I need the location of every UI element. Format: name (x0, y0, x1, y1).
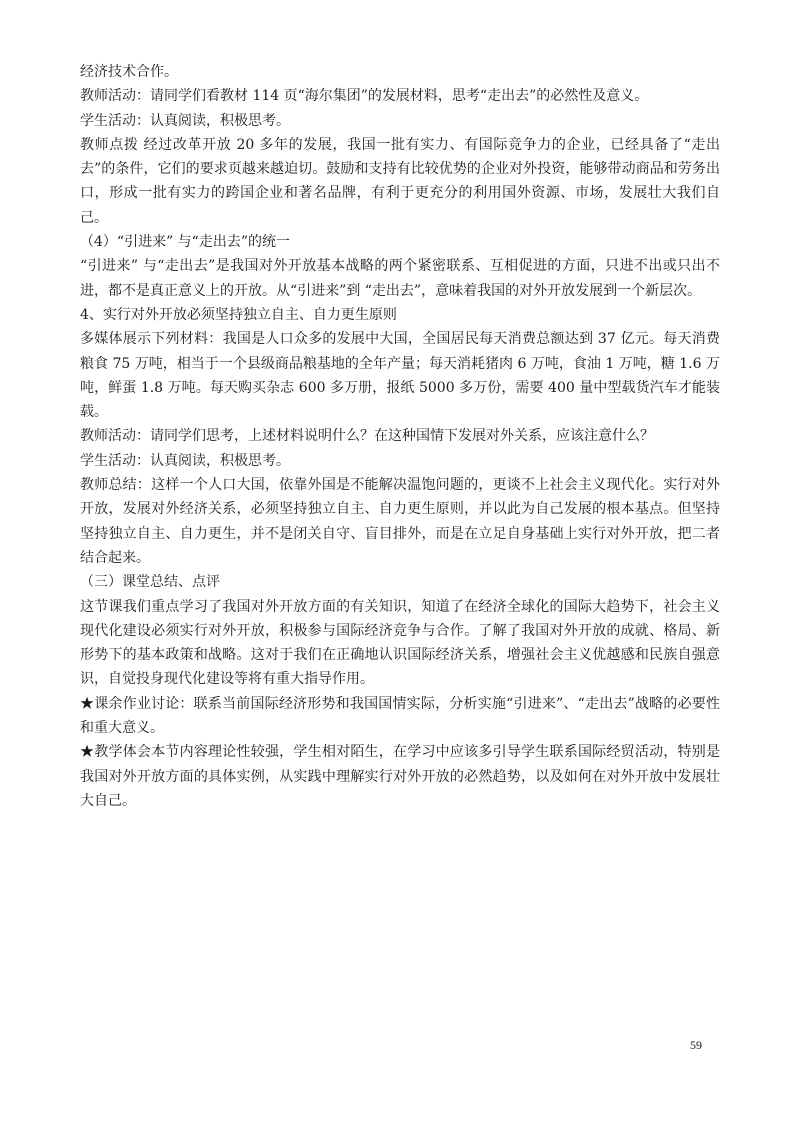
section-heading: （三）课堂总结、点评 (80, 574, 220, 591)
paragraph: 多媒体展示下列材料：我国是人口众多的发展中大国，全国居民每天消费总额达到 37 亿元。每天消费粮食 75 万吨，相当于一个县级商品粮基地的全年产量；每天消耗猪肉 6 万吨，食油 1 万吨，糖 1.6 万吨，鲜蛋 1.8 万吨。每天购买杂志 600 多万册，报纸 5000 多万份，需要 400 量中型载货汽车才能装载。 (80, 331, 720, 421)
paragraph: 经济技术合作。 (80, 64, 178, 80)
document-body (80, 60, 720, 813)
paragraph: 学生活动：认真阅读，积极思考。 (80, 452, 290, 469)
paragraph: “引进来” 与“走出去”是我国对外开放基本战略的两个紧密联系、互相促进的方面，只进不出或只出不进，都不是真正意义上的开放。从“引进来”到 “走出去”，意味着我国的对外开放发展到一个新层次。 (80, 258, 720, 299)
page-number: 59 (690, 1038, 702, 1052)
paragraph: 学生活动：认真阅读，积极思考。 (80, 112, 290, 129)
paragraph: ★课余作业讨论：联系当前国际经济形势和我国国情实际，分析实施“引进来”、“走出去”战略的必要性和重大意义。 (80, 695, 720, 737)
paragraph: 教师活动：请同学们看教材 114 页“海尔集团”的发展材料，思考“走出去”的必然性及意义。 (80, 88, 649, 105)
paragraph: 这节课我们重点学习了我国对外开放方面的有关知识，知道了在经济全球化的国际大趋势下，社会主义现代化建设必须实行对外开放，积极参与国际经济竞争与合作。了解了我国对外开放的成就、格局、新形势下的基本政策和战略。这对于我们在正确地认识国际经济关系，增强社会主义优越感和民族自强意识，自觉投身现代化建设等将有重大指导作用。 (80, 598, 720, 688)
paragraph: 教师总结：这样一个人口大国，依靠外国是不能解决温饱问题的，更谈不上社会主义现代化。实行对外开放，发展对外经济关系，必须坚持独立自主、自力更生原则，并以此为自己发展的根本基点。但坚持坚持独立自主、自力更生，并不是闭关自守、盲目排外，而是在立足自身基础上实行对外开放，把二者结合起来。 (80, 477, 720, 566)
section-heading: （4）“引进来” 与“走出去”的统一 (80, 234, 290, 251)
paragraph: ★教学体会本节内容理论性较强，学生相对陌生，在学习中应该多引导学生联系国际经贸活动，特别是我国对外开放方面的具体实例，从实践中理解实行对外开放的必然趋势，以及如何在对外开放中发展壮大自己。 (80, 744, 720, 809)
paragraph: 教师点拨 经过改革开放 20 多年的发展，我国一批有实力、有国际竞争力的企业，已经具备了“走出去”的条件，它们的要求页越来越迫切。鼓励和支持有比较优势的企业对外投资，能够带动商品和劳务出口，形成一批有实力的跨国企业和著名品牌，有利于更充分的利用国外资源、市场，发展壮大我们自己。 (80, 136, 720, 226)
paragraph: 教师活动：请同学们思考，上述材料说明什么？在这种国情下发展对外关系，应该注意什么？ (80, 428, 654, 445)
section-heading: 4、实行对外开放必须坚持独立自主、自力更生原则 (80, 306, 397, 323)
